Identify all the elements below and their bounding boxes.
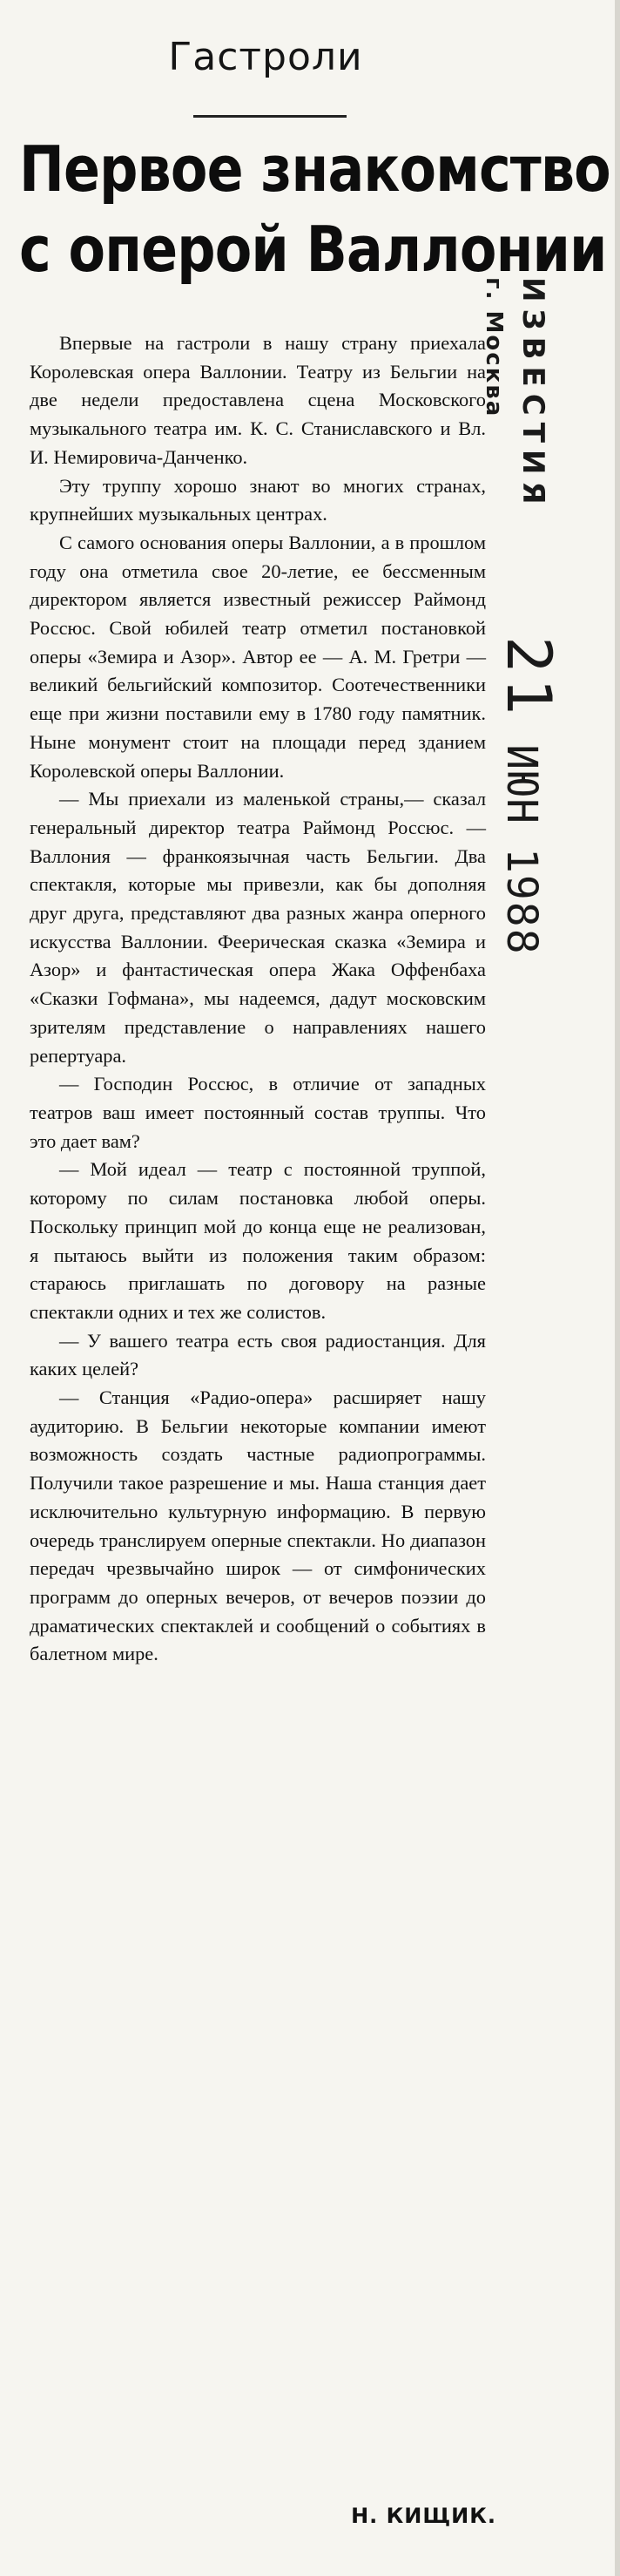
article-paragraph: — Мы приехали из маленькой страны,— сказал генеральный директор театра Раймонд Россюс. — Валлония — франкоязычная часть Бельгии. Два спектакля, которые мы привезли, как бы дополняя друг друга, представляют два разных жанра оперного искусства Валлонии. Феерическая сказка «Земира и Азор» и фантастическая опера Жака Оффенбаха «Сказки Гофмана», мы надеемся, дадут московским зрителям представление о направлениях нашего репертуара. — [30, 788, 486, 1067]
stamp-paper-name: ИЗВЕСТИЯ — [516, 277, 550, 512]
article-paragraph: Эту труппу хорошо знают во многих странах, крупнейших музыкальных центрах. — [30, 474, 486, 525]
section-rubric: Гастроли — [168, 35, 363, 79]
article-paragraph: Впервые на гастроли в нашу страну приехала Королевская опера Валлонии. Театру из Бельгии на две недели предоставлена сцена Московского музыкального театра им. К. С. Станиславского и Вл. И. Немировича-Данченко. — [30, 332, 486, 468]
rubric-divider — [193, 115, 347, 118]
article-headline — [19, 129, 610, 289]
article-paragraph: — Станция «Радио-опера» расширяет нашу аудиторию. В Бельгии некоторые компании имеют возможность создать частные радиопрограммы. Получили такое разрешение и мы. Наша станция дает исключительно культурную информацию. В первую очередь транслируем оперные спектакли. Но диапазон передач чрезвычайно широк — от симфонических программ до оперных вечеров, от вечеров поэзии до драматических спектаклей и сообщений о событиях в балетном мире. — [30, 1386, 486, 1665]
article-body — [30, 329, 486, 1669]
stamp-city: г. Москва — [481, 277, 507, 418]
article-paragraph: — Мой идеал — театр с постоянной труппой, которому по силам постановка любой оперы. Поскольку принцип мой до конца еще не реализован, я пытаюсь выйти из положения таким образом: стараюсь приглашать по договору на разные спектакли одних и тех же солистов. — [30, 1158, 486, 1323]
article-paragraph: — Господин Россюс, в отличие от западных театров ваш имеет постоянный состав труппы. Что это дает вам? — [30, 1073, 486, 1152]
headline-line-1: Первое знакомство — [19, 132, 610, 206]
article-paragraph: С самого основания оперы Валлонии, а в прошлом году она отметила свое 20-летие, ее бессменным директором является известный режиссер Раймонд Россюс. Свой юбилей театр отметил постановкой оперы «Земира и Азор». Автор ее — А. М. Гретри — великий бельгийский композитор. Соотечественники еще при жизни поставили ему в 1780 году памятник. Ныне монумент стоит на площади перед зданием Королевской оперы Валлонии. — [30, 531, 486, 782]
scan-edge — [615, 0, 620, 2576]
headline-line-2: с оперой Валлонии — [19, 213, 607, 286]
author-signature: Н. КИЩИК. — [351, 2504, 496, 2528]
newspaper-stamp — [481, 277, 550, 512]
date-month: ИЮН — [497, 744, 546, 825]
article-paragraph: — У вашего театра есть своя радиостанция. Для каких целей? — [30, 1329, 486, 1380]
date-stamp — [493, 636, 564, 956]
date-year: 1988 — [497, 848, 546, 956]
date-day: 21 — [493, 636, 564, 721]
